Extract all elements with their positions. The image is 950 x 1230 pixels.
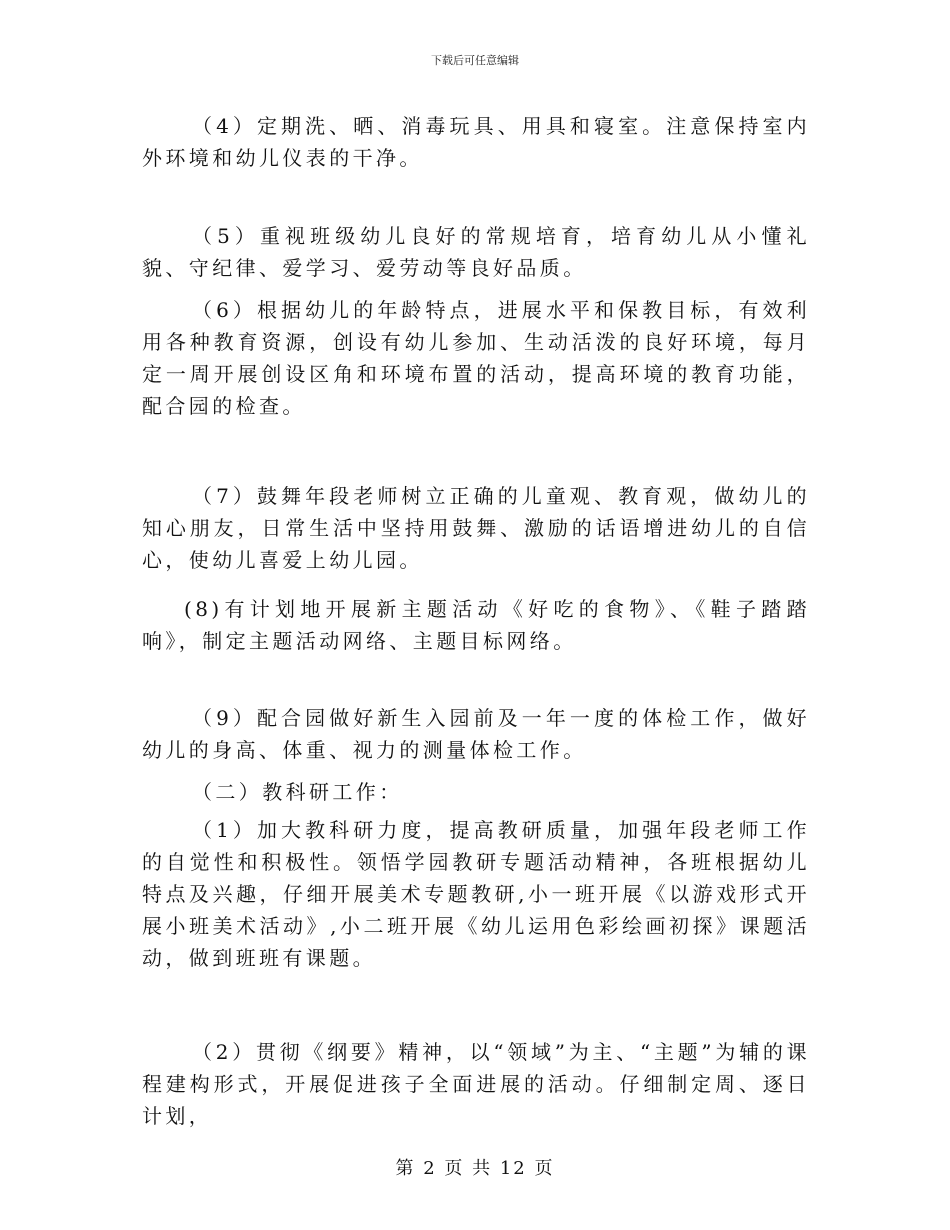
paragraph-4: （4）定期洗、晒、消毒玩具、用具和寝室。注意保持室内外环境和幼儿仪表的干净。: [142, 114, 810, 170]
page-header: 下载后可任意编辑: [431, 54, 519, 67]
paragraph-9: （9）配合园做好新生入园前及一年一度的体检工作，做好幼儿的身高、体重、视力的测量体检工作。: [142, 706, 810, 762]
paragraph-8: (8)有计划地开展新主题活动《好吃的食物》、《鞋子踏踏响》，制定主题活动网络、主题目标网络。: [142, 597, 810, 653]
research-paragraph-1: （1）加大教科研力度，提高教研质量，加强年段老师工作的自觉性和积极性。领悟学园教研专题活动精神，各班根据幼儿特点及兴趣，仔细开展美术专题教研,小一班开展《以游戏形式开展小班美术活动》,小二班开展《幼儿运用色彩绘画初探》课题活动，做到班班有课题。: [142, 818, 810, 970]
section-heading-research: （二）教科研工作：: [192, 780, 403, 804]
paragraph-7: （7）鼓舞年段老师树立正确的儿童观、教育观，做幼儿的知心朋友，日常生活中坚持用鼓舞、激励的话语增进幼儿的自信心，使幼儿喜爱上幼儿园。: [142, 484, 810, 572]
research-paragraph-2: （2）贯彻《纲要》精神，以“领域”为主、“主题”为辅的课程建构形式，开展促进孩子全面进展的活动。仔细制定周、逐日计划，: [142, 1040, 810, 1128]
page-footer: 第 2 页 共 12 页: [395, 1158, 555, 1179]
paragraph-6: （6）根据幼儿的年龄特点，进展水平和保教目标，有效利用各种教育资源，创设有幼儿参加、生动活泼的良好环境，每月定一周开展创设区角和环境布置的活动，提高环境的教育功能，配合园的检查。: [142, 298, 810, 418]
paragraph-5: （5）重视班级幼儿良好的常规培育，培育幼儿从小懂礼貌、守纪律、爱学习、爱劳动等良好品质。: [142, 224, 810, 280]
